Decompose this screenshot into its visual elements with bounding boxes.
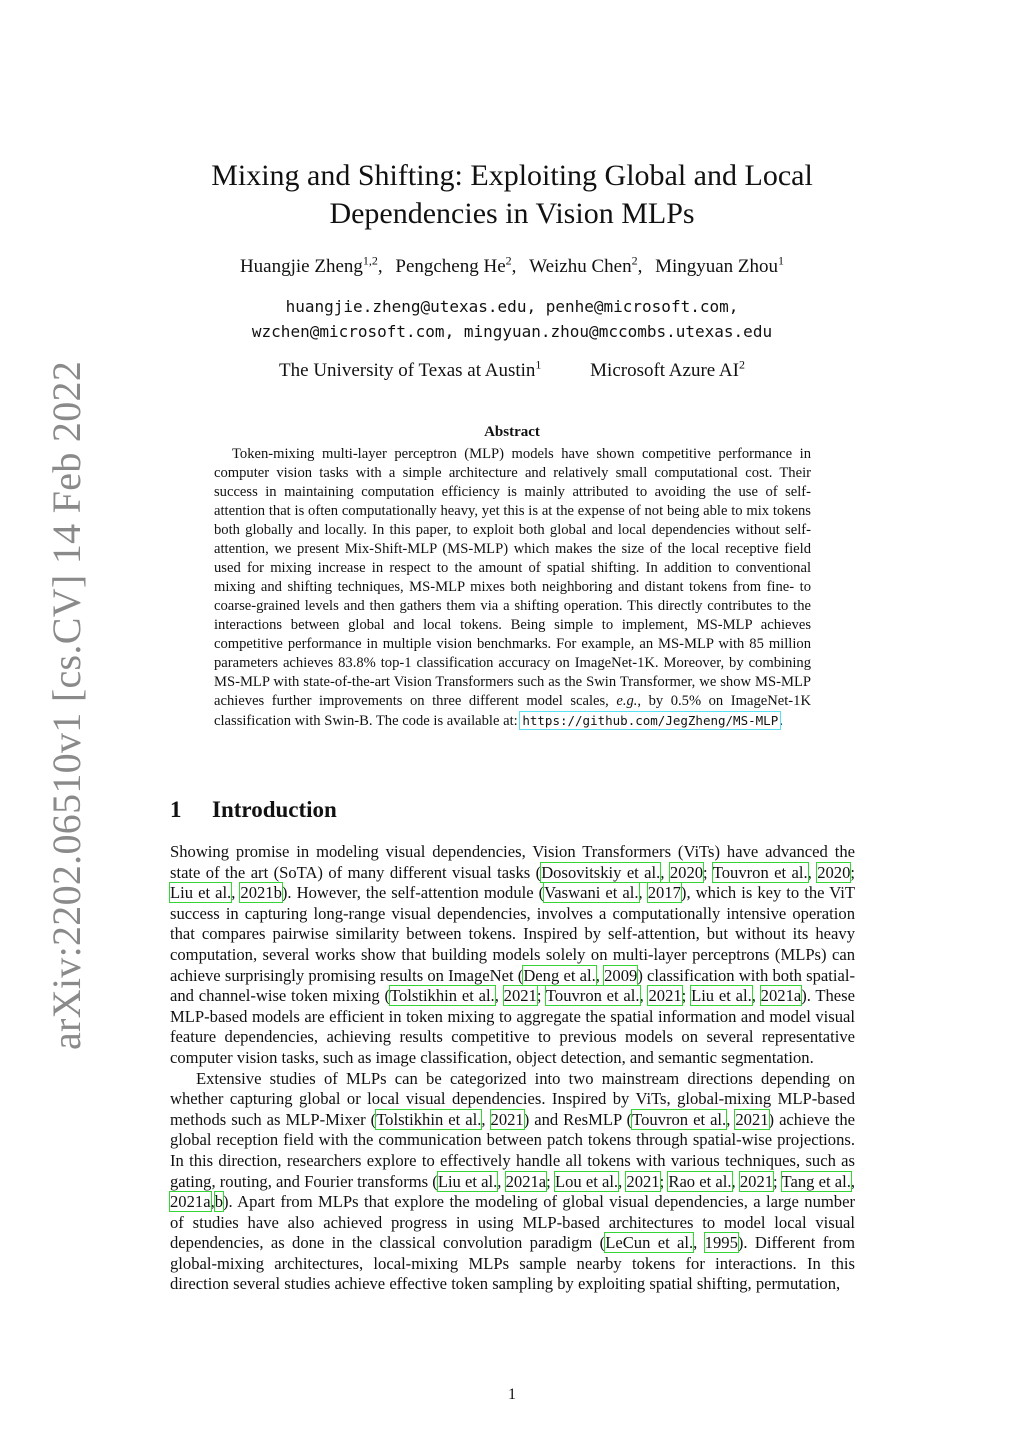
author-list: [160, 253, 864, 278]
citation-link[interactable]: Liu et al.: [170, 883, 232, 903]
citation-link[interactable]: 2021b: [240, 883, 282, 903]
citation-link[interactable]: 2021: [735, 1109, 769, 1129]
author: Mingyuan Zhou$^1$: [655, 253, 785, 277]
citation-link[interactable]: 2017: [647, 883, 681, 903]
citation-link[interactable]: Touvron et al.: [712, 862, 808, 882]
citation-link[interactable]: LeCun et al.: [605, 1233, 694, 1253]
citation-link[interactable]: 2009: [604, 965, 638, 985]
citation-link[interactable]: 2020: [669, 862, 704, 882]
citation-link[interactable]: Dosovitskiy et al.: [541, 862, 661, 882]
abstract-body: Token-mixing multi-layer perceptron (MLP) models have shown competitive performance in computer vision tasks with a simple architecture and relatively small computational cost. Their success in maintaining computation efficiency is mainly attributed to avoiding the use of self-attention that is often computationally heavy, yet this is at the expense of not being able to mix tokens both globally and locally. In this paper, to exploit both global and local dependencies without self-attention, we present Mix-Shift-MLP (MS-MLP) which makes the size of the local receptive field used for mixing increase in respect to the amount of spatial shifting. In addition to conventional mixing and shifting techniques, MS-MLP mixes both neighboring and distant tokens from fine- to coarse-grained levels and then gathers them via a shifting operation. This directly contributes to the interactions between global and local tokens. Being simple to implement, MS-MLP achieves competitive performance in multiple vision benchmarks. For example, an MS-MLP with 85 million parameters achieves 83.8% top-1 classification accuracy on ImageNet-1K. Moreover, by combining MS-MLP with state-of-the-art Vision Transformers such as the Swin Transformer, we show MS-MLP achieves further improvements on three different model scales, e.g., by 0.5% on ImageNet-1K classification with Swin-B. The code is available at: https://github.com/JegZheng/MS-MLP.: [214, 446, 811, 729]
section-heading: 1 Introduction: [170, 797, 337, 822]
citation-link[interactable]: Liu et al.: [437, 1171, 498, 1191]
introduction-body: [170, 842, 855, 1295]
paragraph: Showing promise in modeling visual dependencies, Vision Transformers (ViTs) have advanced the state of the art (SoTA) of many different visual tasks (Dosovitskiy et al., 2020; Touvron et al., 2020; Liu et al., 2021b). However, the self-attention module (Vaswani et al., 2017), which is key to the ViT success in capturing long-range visual dependencies, involves a computationally intensive operation that compares pairwise similarity between tokens. Inspired by self-attention, but without its heavy computation, several works show that building models solely on multi-layer perceptrons (MLPs) can achieve surprisingly promising results on ImageNet (Deng et al., 2009) classification with both spatial- and channel-wise token mixing (Tolstikhin et al., 2021; Touvron et al., 2021; Liu et al., 2021a). These MLP-based models are efficient in token mixing to aggregate the spatial information and model visual feature dependencies, achieving results competitive to previous models on several representative computer vision tasks, such as image classification, object detection, and semantic segmentation.: [170, 842, 856, 1067]
citation-link[interactable]: 2021a: [760, 986, 802, 1006]
citation-link[interactable]: Touvron et al.: [632, 1109, 727, 1129]
citation-link[interactable]: Vaswani et al.: [544, 883, 639, 903]
author: Huangjie Zheng$^{1,2}$,: [239, 253, 383, 277]
arxiv-side-stamp: arXiv:2202.06510v1 [cs.CV] 14 Feb 2022: [44, 360, 89, 1050]
affiliations: [160, 357, 864, 382]
citation-link[interactable]: Deng et al.: [523, 965, 596, 985]
citation-link[interactable]: 1995: [704, 1233, 738, 1253]
citation-link[interactable]: Liu et al.: [691, 986, 752, 1006]
citation-link[interactable]: 2021: [503, 986, 537, 1006]
citation-link[interactable]: 2021: [739, 1171, 774, 1191]
citation-link[interactable]: Rao et al.: [668, 1171, 732, 1191]
paragraph: Extensive studies of MLPs can be categorized into two mainstream directions depending on whether capturing global or local visual dependencies. Inspired by ViTs, global-mixing MLP-based methods such as MLP-Mixer (Tolstikhin et al., 2021) and ResMLP (Touvron et al., 2021) achieve the global reception field with the communication between patch tokens through spatial-wise projections. In this direction, researchers explore to effectively handle all tokens with various techniques, such as gating, routing, and Fourier transforms (Liu et al., 2021a; Lou et al., 2021; Rao et al., 2021; Tang et al., 2021a,b). Apart from MLPs that explore the modeling of global visual dependencies, a large number of studies have also achieved progress in using MLP-based architectures to model local visual dependencies, as done in the classical convolution paradigm (LeCun et al., 1995). Different from global-mixing architectures, local-mixing MLPs sample nearby tokens for interactions. In this direction several studies achieve effective token sampling by exploiting spatial shifting, permutation,: [170, 1068, 856, 1294]
citation-link[interactable]: 2021: [626, 1171, 660, 1191]
paper-title: Mixing and Shifting: Exploiting Global and Local Dependencies in Vision MLPs: [211, 159, 813, 230]
citation-link[interactable]: 2021: [490, 1109, 524, 1129]
citation-link[interactable]: Tang et al.: [781, 1171, 851, 1191]
author-emails: [160, 294, 864, 344]
page-number: 1: [508, 1386, 516, 1403]
citation-link[interactable]: 2021a: [170, 1192, 211, 1212]
email-line[interactable]: huangjie.zheng@utexas.edu, penhe@microsoft.com,: [285, 297, 739, 316]
citation-link[interactable]: Tolstikhin et al.: [390, 986, 495, 1006]
author: Pengcheng He$^2$,: [395, 253, 517, 277]
abstract-heading: Abstract: [484, 424, 540, 440]
citation-link[interactable]: b: [214, 1192, 224, 1212]
author: Weizhu Chen$^2$,: [529, 253, 643, 277]
citation-link[interactable]: 2021a: [505, 1171, 547, 1191]
citation-link[interactable]: Touvron et al.: [545, 986, 640, 1006]
email-line[interactable]: wzchen@microsoft.com, mingyuan.zhou@mccombs.utexas.edu: [251, 322, 773, 341]
citation-link[interactable]: 2021: [648, 986, 682, 1006]
citation-link[interactable]: 2020: [817, 862, 851, 882]
affiliation: Microsoft Azure $AI^2$: [590, 357, 745, 381]
citation-link[interactable]: Tolstikhin et al.: [376, 1109, 482, 1129]
affiliation: The University of Texas at Austin$^1$: [279, 357, 542, 381]
code-url-link[interactable]: https://github.com/JegZheng/MS-MLP: [522, 713, 779, 728]
citation-link[interactable]: Lou et al.: [554, 1171, 619, 1191]
